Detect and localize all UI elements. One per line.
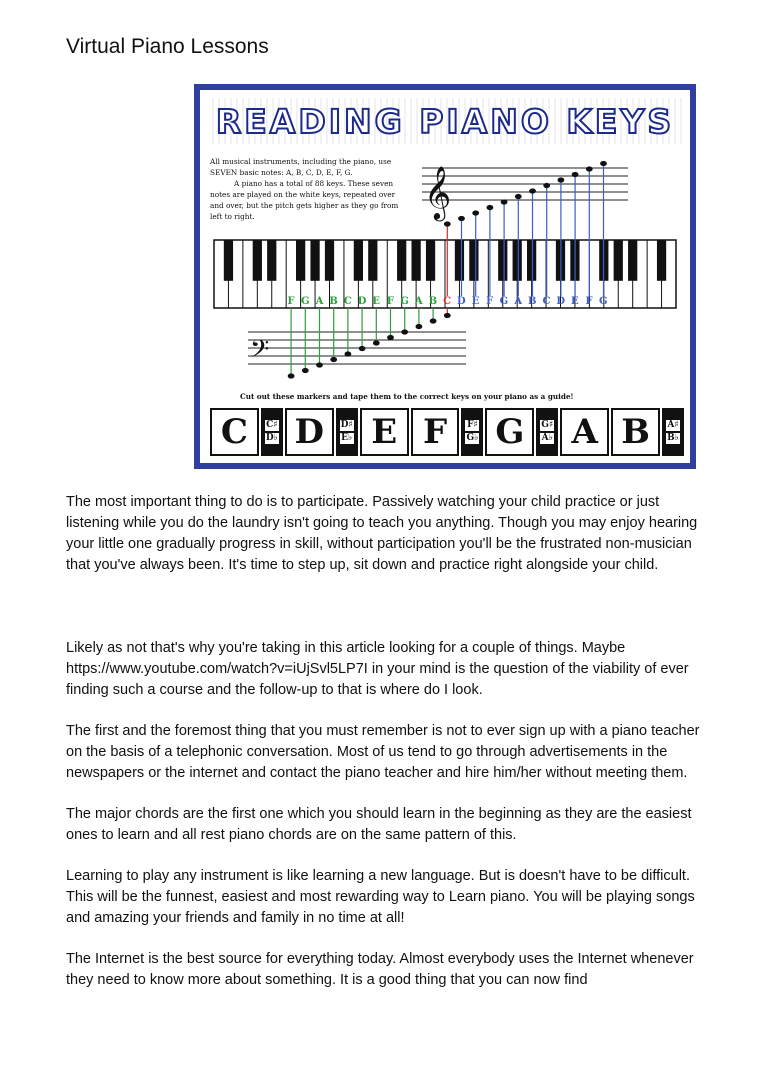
treble-note bbox=[458, 216, 465, 221]
black-key bbox=[628, 240, 637, 281]
reading-piano-keys-poster bbox=[194, 84, 696, 469]
poster-title: READING PIANO KEYS bbox=[208, 98, 682, 144]
black-key bbox=[426, 240, 435, 281]
bass-note bbox=[316, 362, 323, 367]
accidental-marker bbox=[662, 408, 684, 456]
note-label: A bbox=[315, 296, 324, 307]
bass-note bbox=[430, 318, 437, 323]
note-label: D bbox=[457, 296, 466, 307]
black-key bbox=[368, 240, 377, 281]
accidental-marker bbox=[336, 408, 358, 456]
note-label: D bbox=[556, 296, 565, 307]
article-paragraph-2: Likely as not that's why you're taking in this article looking for a couple of things. Maybe https://www.youtube.com/watch?v=iUjSvl5LP7I in your mind is the question of the viability of ever finding such a course and the follow-up to that is where do I look. bbox=[66, 640, 689, 698]
flat-label: G♭ bbox=[466, 433, 479, 443]
bass-note bbox=[373, 340, 380, 345]
black-key bbox=[513, 240, 522, 281]
sharp-label: C♯ bbox=[266, 420, 278, 430]
treble-note bbox=[529, 188, 536, 193]
bass-note bbox=[401, 329, 408, 334]
note-label: G bbox=[499, 296, 509, 307]
black-key bbox=[614, 240, 623, 281]
flat-label: A♭ bbox=[541, 433, 553, 443]
note-label: B bbox=[428, 296, 438, 307]
accidental-marker bbox=[261, 408, 283, 456]
note-label-row bbox=[284, 296, 610, 307]
treble-note bbox=[543, 183, 550, 188]
bass-note bbox=[302, 368, 309, 373]
black-key bbox=[455, 240, 464, 281]
key-marker: B bbox=[611, 408, 660, 456]
treble-note bbox=[558, 177, 565, 182]
key-marker: A bbox=[560, 408, 609, 456]
article-paragraph-6: The Internet is the best source for everything today. Almost everybody uses the Internet whenever they need to know more about something. It is a good thing that you can now find bbox=[66, 951, 694, 988]
treble-clef-icon: 𝄞 bbox=[424, 165, 452, 219]
note-label: F bbox=[386, 296, 394, 307]
treble-note bbox=[515, 194, 522, 199]
sharp-label: G♯ bbox=[541, 420, 554, 430]
article-paragraph-4: The major chords are the first one which you should learn in the beginning as they are the easiest ones to learn and all rest piano chords are on the same pattern of this. bbox=[66, 806, 692, 843]
flat-label: E♭ bbox=[341, 433, 353, 443]
accidental-marker bbox=[461, 408, 483, 456]
black-key bbox=[412, 240, 421, 281]
note-label: D bbox=[357, 296, 367, 307]
black-key bbox=[527, 240, 536, 281]
key-marker: C bbox=[210, 408, 259, 456]
bass-note bbox=[387, 335, 394, 340]
black-key bbox=[498, 240, 507, 281]
poster-intro-paragraph-2: A piano has a total of 88 keys. These seven notes are played on the white keys, repeated over and over, but the pitch gets higher as they go from left to right. bbox=[210, 179, 399, 221]
treble-note bbox=[572, 172, 579, 177]
black-key bbox=[354, 240, 363, 281]
key-marker: G bbox=[485, 408, 534, 456]
note-label: E bbox=[471, 296, 480, 307]
note-label: C bbox=[542, 296, 551, 307]
key-marker: E bbox=[360, 408, 409, 456]
sharp-label: A♯ bbox=[667, 420, 679, 430]
note-label: E bbox=[571, 296, 579, 307]
black-key bbox=[224, 240, 233, 281]
key-marker: D bbox=[285, 408, 334, 456]
black-key bbox=[253, 240, 262, 281]
black-key bbox=[267, 240, 276, 281]
bass-clef-icon: 𝄢 bbox=[250, 335, 270, 370]
flat-label: D♭ bbox=[265, 433, 278, 443]
note-label: A bbox=[514, 296, 522, 307]
black-key bbox=[469, 240, 478, 281]
bass-note bbox=[444, 313, 451, 318]
bass-note bbox=[359, 346, 366, 351]
page-title: Virtual Piano Lessons bbox=[66, 35, 269, 58]
treble-note bbox=[501, 199, 508, 204]
black-key bbox=[325, 240, 334, 281]
article-paragraph-1: The most important thing to do is to participate. Passively watching your child practice or just listening while you do the laundry isn't going to teach you anything. Though you may enjoy hearing your little one gradually progress in skill, without participation you'll be the frustrated non-musician that you've always been. It's time to step up, sit down and practice right alongside your child. bbox=[66, 494, 698, 573]
article-body bbox=[66, 492, 706, 991]
treble-note bbox=[444, 221, 451, 226]
note-label: G bbox=[301, 296, 310, 307]
bass-note bbox=[345, 351, 352, 356]
black-key bbox=[296, 240, 305, 281]
accidental-marker bbox=[536, 408, 558, 456]
note-label: F bbox=[486, 296, 494, 307]
treble-note bbox=[600, 161, 607, 166]
cut-out-instructions: Cut out these markers and tape them to the correct keys on your piano as a guide! bbox=[240, 392, 574, 401]
note-label: G bbox=[400, 296, 409, 307]
black-key bbox=[397, 240, 406, 281]
note-label: A bbox=[414, 296, 423, 307]
note-label: B bbox=[528, 296, 537, 307]
black-key bbox=[310, 240, 319, 281]
note-label: C bbox=[343, 296, 352, 307]
poster-intro-paragraph-1: All musical instruments, including the piano, use SEVEN basic notes: A, B, C, D, E, F, G. bbox=[210, 157, 392, 177]
treble-note bbox=[487, 205, 494, 210]
note-label: E bbox=[372, 296, 381, 307]
treble-note bbox=[472, 210, 479, 215]
article-paragraph-3: The first and the foremost thing that you must remember is not to ever sign up with a piano teacher on the basis of a telephonic conversation. Most of us tend to go through advertisements in the newspapers or the internet and contact the piano teacher and hire him/her without meeting them. bbox=[66, 723, 700, 781]
key-marker: F bbox=[411, 408, 460, 456]
key-marker-strip bbox=[210, 408, 684, 456]
bass-note bbox=[330, 357, 337, 362]
black-key bbox=[657, 240, 666, 281]
flat-label: B♭ bbox=[667, 433, 679, 443]
note-label: F bbox=[585, 296, 593, 307]
bass-note bbox=[288, 373, 295, 378]
treble-note bbox=[586, 166, 593, 171]
article-paragraph-5: Learning to play any instrument is like learning a new language. But is doesn't have to be difficult. This will be the funnest, easiest and most rewarding way to Learn piano. You will be playing songs and amazing your friends and family in no time at all! bbox=[66, 868, 695, 926]
note-label: G bbox=[598, 296, 608, 307]
bass-note bbox=[416, 324, 423, 329]
note-label: F bbox=[287, 296, 295, 307]
sharp-label: D♯ bbox=[340, 420, 353, 430]
sharp-label: F♯ bbox=[467, 420, 478, 430]
note-label: B bbox=[329, 296, 338, 307]
note-label: C bbox=[443, 296, 452, 307]
